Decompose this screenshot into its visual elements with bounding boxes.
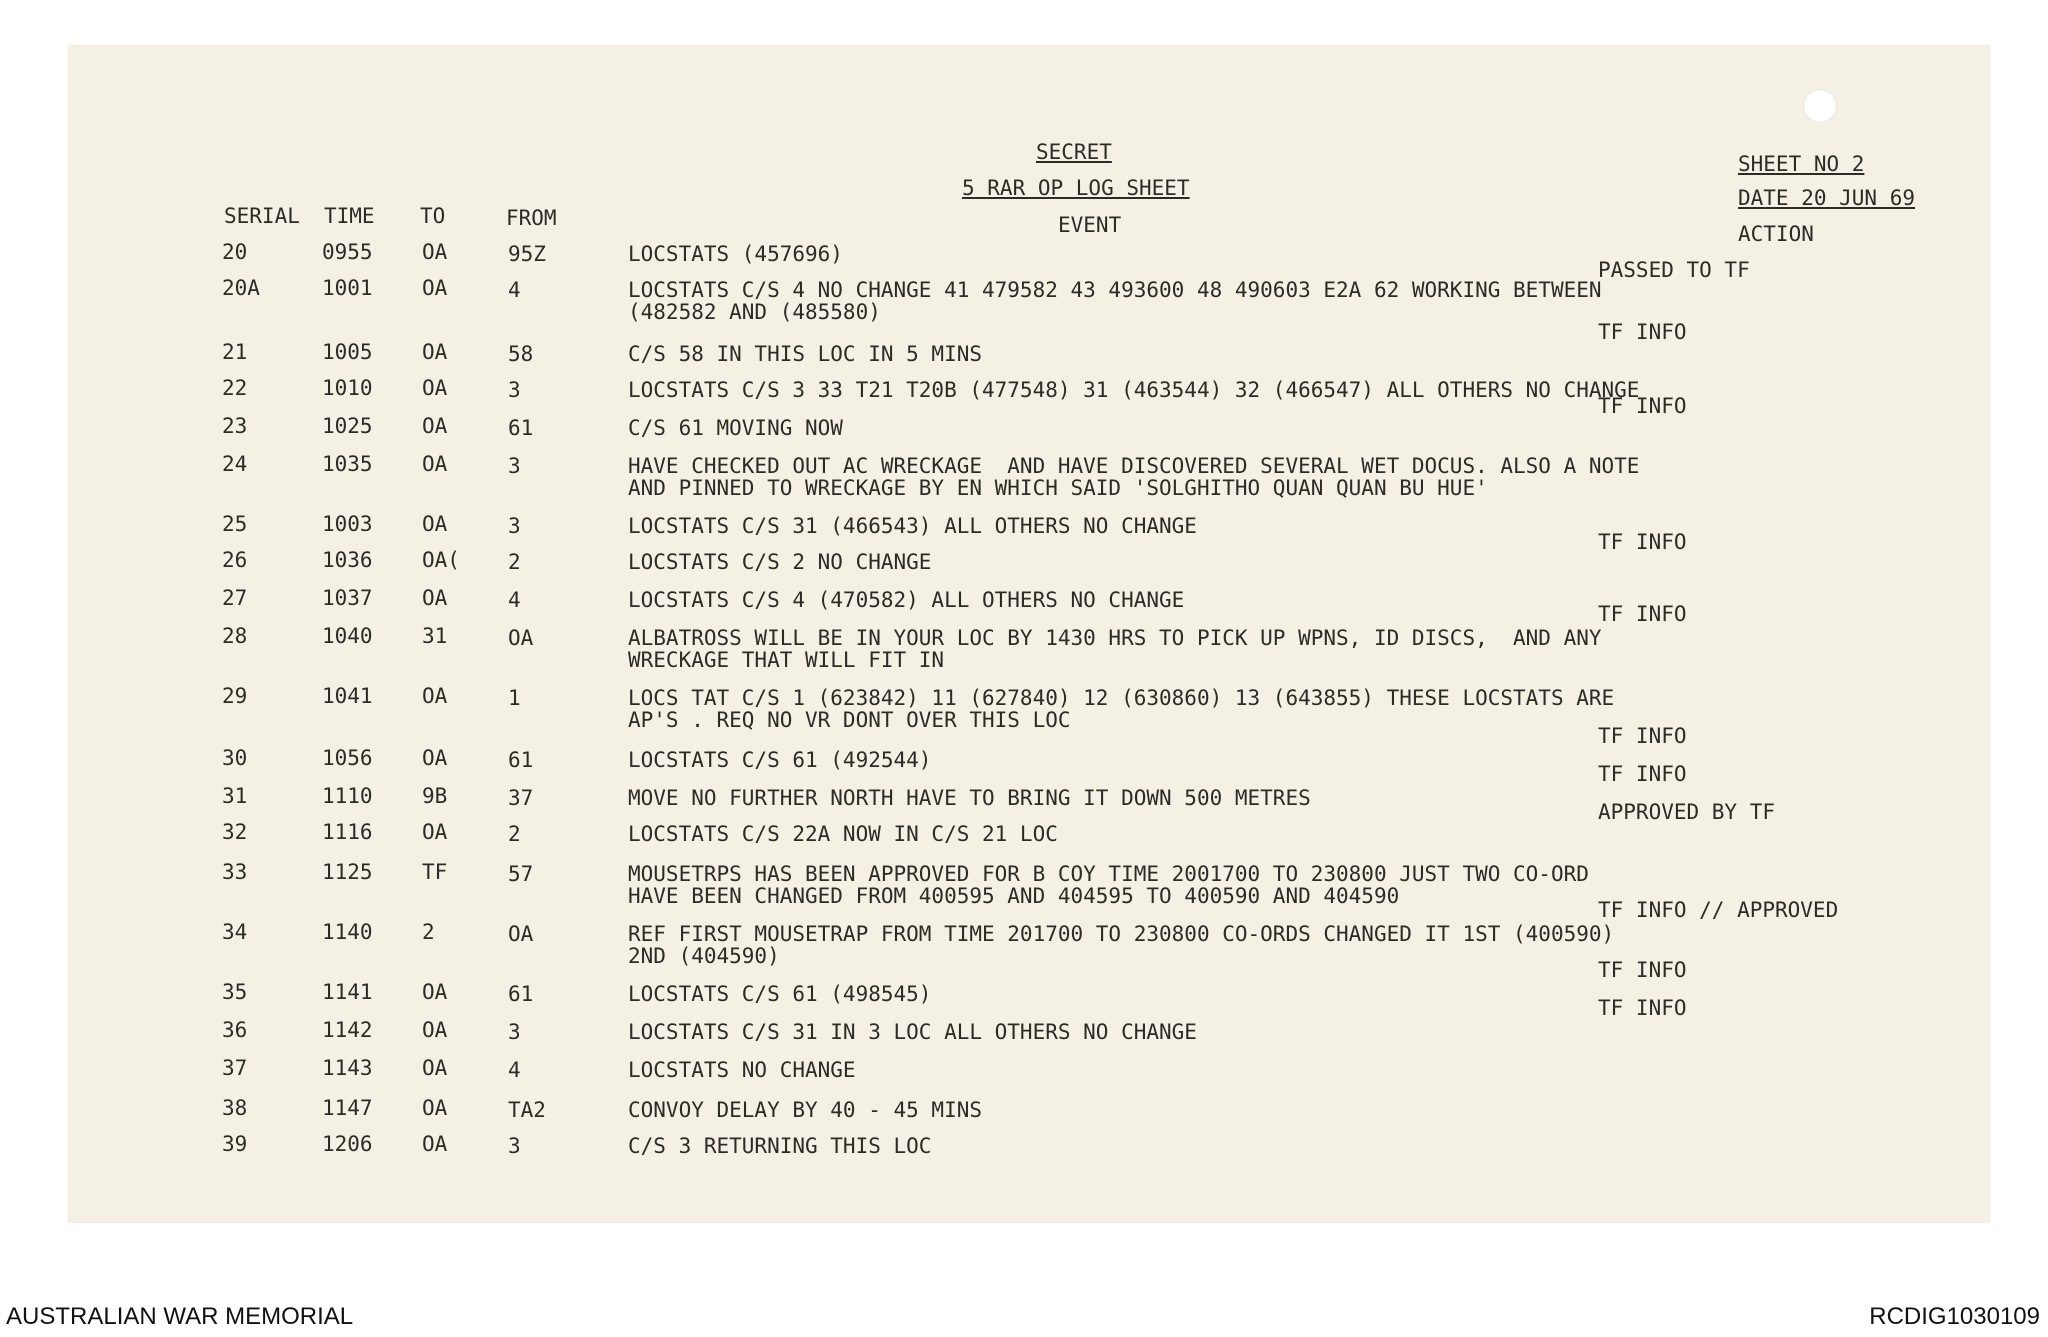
row-from: 2 <box>508 822 521 846</box>
row-serial: 31 <box>222 784 248 808</box>
row-action: TF INFO <box>1598 320 1687 344</box>
row-from: 95Z <box>508 242 546 266</box>
row-event-line: REF FIRST MOUSETRAP FROM TIME 201700 TO 230800 CO-ORDS CHANGED IT 1ST (400590) <box>628 922 1615 946</box>
row-from: 4 <box>508 588 521 612</box>
row-from: 61 <box>508 982 534 1006</box>
archive-reference: RCDIG1030109 <box>1869 1303 2040 1330</box>
row-time: 1005 <box>322 340 373 364</box>
row-event-line: HAVE BEEN CHANGED FROM 400595 AND 404595 TO 400590 AND 404590 <box>628 884 1400 908</box>
row-serial: 20A <box>222 276 260 300</box>
row-event-line: MOVE NO FURTHER NORTH HAVE TO BRING IT DOWN 500 METRES <box>628 786 1311 810</box>
row-time: 1116 <box>322 820 373 844</box>
row-serial: 28 <box>222 624 248 648</box>
row-from: 61 <box>508 748 534 772</box>
row-to: OA <box>422 414 448 438</box>
row-to: OA <box>422 746 448 770</box>
row-time: 1141 <box>322 980 373 1004</box>
column-header-action: ACTION <box>1738 222 1814 246</box>
log-sheet-title: 5 RAR OP LOG SHEET <box>962 176 1190 200</box>
row-action: PASSED TO TF <box>1598 258 1750 282</box>
row-event-line: WRECKAGE THAT WILL FIT IN <box>628 648 945 672</box>
row-to: OA <box>422 276 448 300</box>
row-to: 2 <box>422 920 435 944</box>
row-to: OA <box>422 1132 448 1156</box>
row-to: OA <box>422 376 448 400</box>
row-time: 1003 <box>322 512 373 536</box>
row-event-line: LOCSTATS C/S 4 (470582) ALL OTHERS NO CHANGE <box>628 588 1185 612</box>
row-action: TF INFO <box>1598 762 1687 786</box>
sheet-date: DATE 20 JUN 69 <box>1738 186 1916 210</box>
row-action: TF INFO // APPROVED <box>1598 898 1839 922</box>
row-event-line: LOCSTATS C/S 61 (498545) <box>628 982 932 1006</box>
row-serial: 38 <box>222 1096 248 1120</box>
row-event-line: C/S 61 MOVING NOW <box>628 416 843 440</box>
row-from: 3 <box>508 378 521 402</box>
row-serial: 30 <box>222 746 248 770</box>
row-serial: 23 <box>222 414 248 438</box>
row-serial: 22 <box>222 376 248 400</box>
row-action: TF INFO <box>1598 724 1687 748</box>
row-event-line: 2ND (404590) <box>628 944 780 968</box>
row-serial: 21 <box>222 340 248 364</box>
row-time: 1025 <box>322 414 373 438</box>
row-from: 3 <box>508 454 521 478</box>
row-to: OA <box>422 452 448 476</box>
row-serial: 20 <box>222 240 248 264</box>
row-from: OA <box>508 922 534 946</box>
row-action: TF INFO <box>1598 394 1687 418</box>
row-from: 37 <box>508 786 534 810</box>
row-event-line: AP'S . REQ NO VR DONT OVER THIS LOC <box>628 708 1071 732</box>
row-event-line: ALBATROSS WILL BE IN YOUR LOC BY 1430 HRS TO PICK UP WPNS, ID DISCS, AND ANY <box>628 626 1602 650</box>
row-event-line: MOUSETRPS HAS BEEN APPROVED FOR B COY TIME 2001700 TO 230800 JUST TWO CO-ORD <box>628 862 1589 886</box>
archive-name: AUSTRALIAN WAR MEMORIAL <box>6 1303 354 1330</box>
row-action: APPROVED BY TF <box>1598 800 1776 824</box>
row-from: 1 <box>508 686 521 710</box>
row-time: 1001 <box>322 276 373 300</box>
row-event-line: CONVOY DELAY BY 40 - 45 MINS <box>628 1098 983 1122</box>
row-event-line: LOCSTATS C/S 2 NO CHANGE <box>628 550 932 574</box>
row-serial: 32 <box>222 820 248 844</box>
row-to: OA <box>422 980 448 1004</box>
row-to: OA <box>422 240 448 264</box>
row-action: TF INFO <box>1598 602 1687 626</box>
column-header-to: TO <box>420 204 446 228</box>
row-serial: 27 <box>222 586 248 610</box>
row-time: 1140 <box>322 920 373 944</box>
row-event-line: LOCS TAT C/S 1 (623842) 11 (627840) 12 (630860) 13 (643855) THESE LOCSTATS ARE <box>628 686 1615 710</box>
row-time: 1040 <box>322 624 373 648</box>
row-from: 4 <box>508 1058 521 1082</box>
row-action: TF INFO <box>1598 530 1687 554</box>
row-from: 58 <box>508 342 534 366</box>
archive-footer <box>0 1301 2048 1337</box>
row-to: OA <box>422 586 448 610</box>
row-to: OA <box>422 1056 448 1080</box>
row-time: 1036 <box>322 548 373 572</box>
row-event-line: AND PINNED TO WRECKAGE BY EN WHICH SAID 'SOLGHITHO QUAN QUAN BU HUE' <box>628 476 1488 500</box>
row-from: 4 <box>508 278 521 302</box>
row-event-line: LOCSTATS C/S 3 33 T21 T20B (477548) 31 (463544) 32 (466547) ALL OTHERS NO CHANGE <box>628 378 1640 402</box>
row-event-line: HAVE CHECKED OUT AC WRECKAGE AND HAVE DISCOVERED SEVERAL WET DOCUS. ALSO A NOTE <box>628 454 1640 478</box>
row-to: OA <box>422 1096 448 1120</box>
row-serial: 39 <box>222 1132 248 1156</box>
row-serial: 26 <box>222 548 248 572</box>
row-action: TF INFO <box>1598 996 1687 1020</box>
row-event-line: LOCSTATS (457696) <box>628 242 843 266</box>
row-time: 1206 <box>322 1132 373 1156</box>
column-header-time: TIME <box>324 204 375 228</box>
sheet-number: SHEET NO 2 <box>1738 152 1865 176</box>
row-time: 1056 <box>322 746 373 770</box>
punch-hole <box>1803 89 1837 123</box>
row-event-line: C/S 58 IN THIS LOC IN 5 MINS <box>628 342 983 366</box>
row-serial: 25 <box>222 512 248 536</box>
row-event-line: C/S 3 RETURNING THIS LOC <box>628 1134 932 1158</box>
row-from: 3 <box>508 514 521 538</box>
row-from: OA <box>508 626 534 650</box>
row-time: 1035 <box>322 452 373 476</box>
row-from: 57 <box>508 862 534 886</box>
row-from: 61 <box>508 416 534 440</box>
row-time: 1125 <box>322 860 373 884</box>
row-from: 2 <box>508 550 521 574</box>
row-event-line: LOCSTATS C/S 61 (492544) <box>628 748 932 772</box>
row-to: OA <box>422 512 448 536</box>
row-time: 0955 <box>322 240 373 264</box>
row-to: OA <box>422 340 448 364</box>
row-serial: 36 <box>222 1018 248 1042</box>
row-event-line: LOCSTATS C/S 31 (466543) ALL OTHERS NO CHANGE <box>628 514 1197 538</box>
row-action: TF INFO <box>1598 958 1687 982</box>
classification-label: SECRET <box>1036 140 1112 164</box>
row-to: OA <box>422 820 448 844</box>
row-serial: 35 <box>222 980 248 1004</box>
row-event-line: LOCSTATS C/S 22A NOW IN C/S 21 LOC <box>628 822 1058 846</box>
row-serial: 29 <box>222 684 248 708</box>
row-time: 1147 <box>322 1096 373 1120</box>
row-event-line: LOCSTATS C/S 4 NO CHANGE 41 479582 43 493600 48 490603 E2A 62 WORKING BETWEEN <box>628 278 1602 302</box>
row-to: TF <box>422 860 448 884</box>
row-from: 3 <box>508 1134 521 1158</box>
row-serial: 24 <box>222 452 248 476</box>
row-time: 1143 <box>322 1056 373 1080</box>
row-from: TA2 <box>508 1098 546 1122</box>
row-time: 1010 <box>322 376 373 400</box>
column-header-serial: SERIAL <box>224 204 300 228</box>
row-serial: 33 <box>222 860 248 884</box>
row-time: 1110 <box>322 784 373 808</box>
row-to: 31 <box>422 624 448 648</box>
row-time: 1041 <box>322 684 373 708</box>
row-time: 1142 <box>322 1018 373 1042</box>
row-from: 3 <box>508 1020 521 1044</box>
row-event-line: LOCSTATS NO CHANGE <box>628 1058 856 1082</box>
column-header-event: EVENT <box>1058 213 1122 237</box>
row-time: 1037 <box>322 586 373 610</box>
column-header-from: FROM <box>506 206 557 230</box>
row-serial: 34 <box>222 920 248 944</box>
row-event-line: LOCSTATS C/S 31 IN 3 LOC ALL OTHERS NO CHANGE <box>628 1020 1197 1044</box>
row-to: OA <box>422 1018 448 1042</box>
row-to: OA <box>422 684 448 708</box>
row-serial: 37 <box>222 1056 248 1080</box>
row-event-line: (482582 AND (485580) <box>628 300 881 324</box>
row-to: 9B <box>422 784 448 808</box>
row-to: OA( <box>422 548 460 572</box>
